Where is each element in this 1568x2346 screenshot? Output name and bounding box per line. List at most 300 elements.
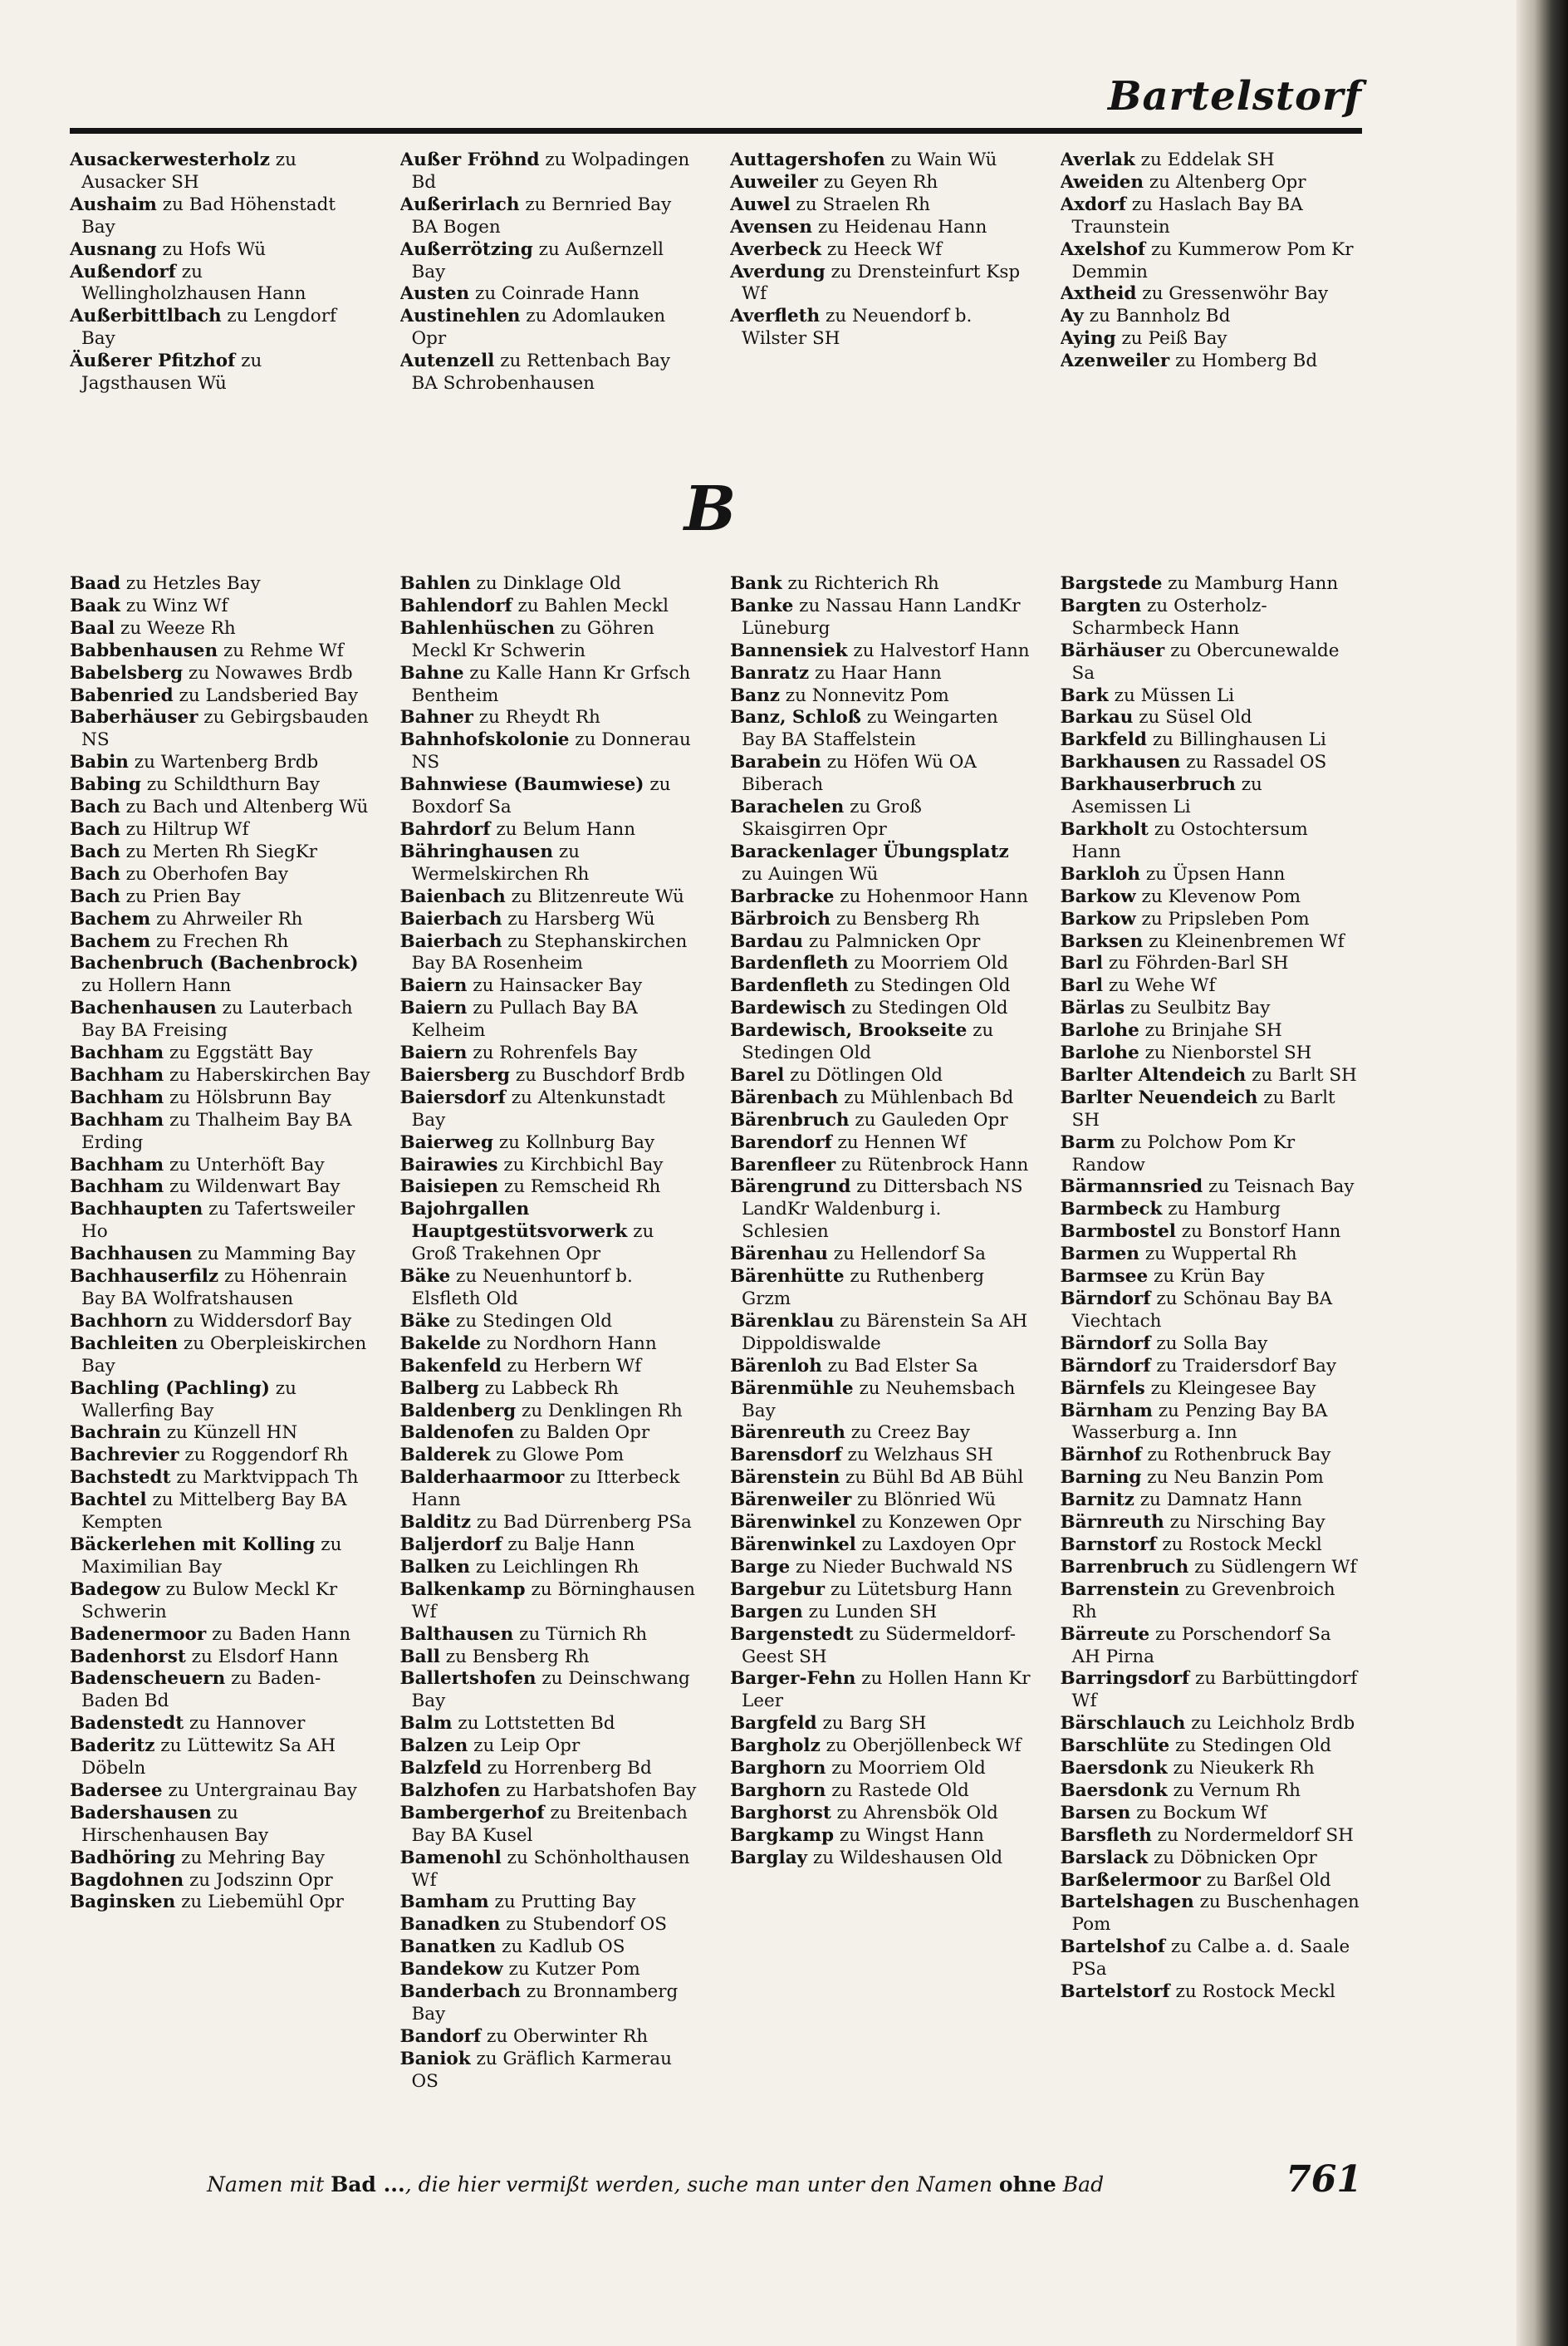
entry-reference: zu Osterholz-Scharmbeck Hann [1071, 595, 1267, 639]
entry-keyword: Bachem [70, 908, 151, 930]
entry-keyword: Bärenloh [730, 1355, 822, 1377]
entry-keyword: Badenermoor [70, 1623, 207, 1645]
entry-reference: zu Hollern Hann [81, 975, 232, 997]
entry-reference: zu Damnatz Hann [1139, 1490, 1302, 1511]
entry-reference: zu Eggstätt Bay [169, 1043, 313, 1064]
entry-reference: zu Börninghausen Wf [411, 1578, 695, 1622]
entry-keyword: Bachham [70, 1176, 164, 1198]
list-item [70, 239, 372, 262]
entry-reference: zu Teisnach Bay [1208, 1176, 1355, 1198]
entry-reference: zu Unterhöft Bay [169, 1154, 325, 1175]
entry-reference: zu Hofs Wü [162, 238, 267, 260]
entry-keyword: Bachham [70, 1043, 164, 1064]
entry-reference: zu Rehme Wf [223, 640, 344, 661]
list-item [400, 150, 703, 194]
entry-reference: zu Mühlenbach Bd [844, 1087, 1014, 1108]
list-item [1061, 685, 1363, 708]
entry-keyword: Baiersdorf [399, 1087, 506, 1108]
entry-reference: zu Nieukerk Rh [1173, 1758, 1315, 1779]
entry-reference: zu Rostock Meckl [1175, 1981, 1335, 2003]
entry-reference: zu Pullach Bay BA Kelheim [411, 998, 638, 1042]
entry-keyword: Bamenohl [399, 1847, 502, 1868]
list-item [1061, 1735, 1363, 1758]
list-item [730, 217, 1032, 239]
entry-keyword: Bärenstein [730, 1467, 840, 1489]
list-item [1061, 1803, 1363, 1825]
list-item [730, 1848, 1032, 1870]
entry-reference: zu Oberpleiskirchen Bay [81, 1333, 367, 1377]
entry-keyword: Barl [1060, 975, 1104, 997]
list-item [400, 1624, 703, 1647]
entry-keyword: Bakelde [399, 1333, 482, 1354]
entry-reference: zu Wallerfing Bay [81, 1377, 296, 1421]
entry-reference: zu Frechen Rh [156, 930, 289, 952]
entry-keyword: Bargkamp [730, 1824, 835, 1846]
entry-keyword: Bärenreuth [730, 1422, 845, 1444]
entry-reference: zu Außernzell Bay [411, 238, 664, 282]
entry-keyword: Barslack [1060, 1847, 1149, 1868]
entry-keyword: Außer Fröhnd [399, 150, 540, 170]
list-item [70, 1534, 372, 1579]
entry-reference: zu Altenkunstadt Bay [411, 1087, 665, 1131]
entry-keyword: Bachham [70, 1109, 164, 1131]
list-item [1061, 998, 1363, 1020]
entry-keyword: Baisiepen [399, 1176, 499, 1198]
entry-keyword: Badenstedt [70, 1713, 184, 1735]
entry-reference: zu Auingen Wü [742, 863, 879, 885]
entry-keyword: Bajohrgallen Hauptgestütsvorwerk [399, 1199, 628, 1243]
entry-reference: zu Altenberg Opr [1149, 171, 1306, 193]
list-item [70, 1087, 372, 1110]
entry-keyword: Bahner [399, 707, 473, 729]
entry-keyword: Barning [1060, 1467, 1142, 1489]
entry-keyword: Azenweiler [1060, 351, 1170, 372]
list-item [70, 1110, 372, 1155]
entry-keyword: Bannensiek [730, 640, 848, 661]
entry-reference: zu Nordhorn Hann [486, 1333, 657, 1354]
entry-reference: zu Buschenhagen Pom [1071, 1892, 1360, 1936]
list-item [70, 640, 372, 663]
entry-reference: zu Straelen Rh [796, 194, 931, 215]
entry-reference: zu Lengdorf Bay [81, 306, 336, 350]
entry-reference: zu Wingst Hann [839, 1824, 984, 1846]
entry-reference: zu Kirchbichl Bay [503, 1154, 664, 1175]
entry-reference: zu Barg SH [822, 1713, 927, 1735]
entry-keyword: Baljerdorf [399, 1534, 502, 1555]
entry-reference: zu Winz Wf [125, 595, 228, 616]
list-item [730, 1244, 1032, 1266]
list-item [400, 2049, 703, 2093]
top-column-4 [1061, 150, 1363, 449]
entry-keyword: Bärenbruch [730, 1109, 850, 1131]
entry-keyword: Bärndorf [1060, 1333, 1151, 1354]
entry-reference: zu Ruthenberg Grzm [742, 1266, 985, 1309]
entry-keyword: Aweiden [1060, 171, 1144, 193]
header-rule [70, 128, 1362, 134]
entry-reference: zu Oberhofen Bay [125, 863, 288, 885]
entry-reference: zu Buschdorf Brdb [515, 1064, 685, 1086]
list-item [1061, 1936, 1363, 1981]
entry-reference: zu Coinrade Hann [475, 283, 639, 305]
entry-keyword: Baiersberg [399, 1064, 510, 1086]
list-item [730, 953, 1032, 975]
list-item [1061, 1512, 1363, 1534]
entry-keyword: Barackenlager Übungsplatz [730, 841, 1009, 862]
list-item [1061, 328, 1363, 351]
list-item [1061, 1333, 1363, 1356]
list-item [70, 1490, 372, 1534]
list-item [1061, 283, 1363, 306]
entry-keyword: Bank [730, 573, 782, 594]
entry-keyword: Baldenofen [399, 1422, 515, 1444]
list-item [400, 573, 703, 596]
entry-reference: zu Widdersdorf Bay [173, 1310, 352, 1332]
entry-reference: zu Oberjöllenbeck Wf [826, 1735, 1022, 1757]
list-item [400, 1758, 703, 1780]
list-item [1061, 1087, 1363, 1132]
entry-reference: zu Elsdorf Hann [191, 1646, 339, 1667]
entry-reference: zu Drensteinfurt Ksp Wf [742, 261, 1021, 305]
entry-keyword: Banratz [730, 662, 810, 684]
entry-keyword: Balderek [399, 1445, 491, 1466]
entry-keyword: Barnstorf [1060, 1534, 1157, 1555]
entry-reference: zu Seulbitz Bay [1129, 998, 1271, 1019]
entry-keyword: Bärnreuth [1060, 1512, 1164, 1534]
entry-keyword: Bärmannsried [1060, 1176, 1203, 1198]
list-item [730, 1803, 1032, 1825]
list-item [1061, 640, 1363, 685]
entry-reference: zu Weeze Rh [120, 617, 236, 639]
entry-reference: zu Nowawes Brdb [189, 662, 353, 684]
list-item [70, 194, 372, 239]
entry-keyword: Bärenweiler [730, 1490, 852, 1511]
entry-keyword: Averfleth [730, 306, 821, 327]
entry-keyword: Baierweg [399, 1131, 493, 1153]
entry-keyword: Barrenstein [1060, 1578, 1180, 1600]
entry-keyword: Bärlas [1060, 998, 1125, 1019]
entry-keyword: Barkhauserbruch [1060, 774, 1236, 796]
list-item [70, 774, 372, 797]
running-head: Bartelstorf [1107, 73, 1362, 120]
entry-keyword: Ballertshofen [399, 1668, 537, 1690]
entry-reference: zu Laxdoyen Opr [861, 1534, 1016, 1555]
entry-reference: zu Mehring Bay [181, 1847, 326, 1868]
book-binding-edge [1517, 0, 1568, 2346]
entry-keyword: Barkow [1060, 908, 1136, 930]
entry-reference: zu Grevenbroich Rh [1071, 1578, 1335, 1622]
entry-keyword: Äußerer Pfitzhof [70, 351, 236, 372]
entry-keyword: Barabein [730, 752, 821, 773]
list-item [1061, 1288, 1363, 1333]
list-item [1061, 1065, 1363, 1087]
entry-reference: zu Müssen Li [1114, 685, 1235, 706]
entry-reference: zu Bulow Meckl Kr Schwerin [81, 1578, 338, 1622]
list-item [730, 998, 1032, 1020]
entry-reference: zu Bad Höhenstadt Bay [81, 194, 336, 238]
list-item [70, 1311, 372, 1333]
list-item [730, 1422, 1032, 1445]
entry-reference: zu Bensberg Rh [835, 908, 980, 930]
entry-reference: zu Südlengern Wf [1194, 1556, 1357, 1578]
entry-reference: zu Herbern Wf [507, 1355, 642, 1377]
entry-reference: zu Penzing Bay BA Wasserburg a. Inn [1071, 1400, 1328, 1444]
entry-reference: zu Thalheim Bay BA Erding [81, 1109, 352, 1153]
entry-keyword: Bärndorf [1060, 1355, 1151, 1377]
entry-keyword: Baad [70, 573, 121, 594]
list-item [70, 351, 372, 395]
entry-reference: zu Harbatshofen Bay [506, 1779, 697, 1801]
entry-reference: zu Hiltrup Wf [125, 818, 249, 840]
list-item [1061, 1221, 1363, 1244]
entry-keyword: Babin [70, 752, 129, 773]
list-item [400, 1803, 703, 1848]
page-number: 761 [1286, 2158, 1362, 2201]
entry-reference: zu Ostochtersum Hann [1071, 818, 1308, 862]
entry-reference: zu Harsberg Wü [507, 908, 655, 930]
entry-reference: zu Weingarten Bay BA Staffelstein [742, 707, 998, 751]
entry-reference: zu Liebemühl Opr [181, 1892, 344, 1913]
list-item [1061, 1266, 1363, 1288]
entry-reference: zu Ahrweiler Rh [156, 908, 303, 930]
entry-reference: zu Krün Bay [1154, 1266, 1265, 1288]
entry-reference: zu Stedingen Old [742, 1020, 994, 1064]
entry-keyword: Bäke [399, 1266, 451, 1288]
entry-reference: zu Stedingen Old [854, 975, 1011, 997]
entry-reference: zu Schönholthausen Wf [411, 1847, 690, 1891]
list-item [730, 640, 1032, 663]
entry-reference: zu Bernried Bay BA Bogen [411, 194, 672, 238]
main-column-1 [70, 573, 372, 2152]
entry-keyword: Bachem [70, 930, 151, 952]
entry-keyword: Bagdohnen [70, 1869, 184, 1891]
entry-keyword: Bach [70, 818, 120, 840]
entry-keyword: Balm [399, 1713, 453, 1735]
entry-keyword: Bachtel [70, 1490, 147, 1511]
entry-keyword: Auweiler [730, 171, 818, 193]
entry-reference: zu Polchow Pom Kr Randow [1071, 1131, 1296, 1175]
entry-reference: zu Nonnevitz Pom [785, 685, 949, 706]
entry-reference: zu Lüttewitz Sa AH Döbeln [81, 1735, 336, 1779]
list-item [70, 1043, 372, 1065]
entry-reference: zu Höfen Wü OA Biberach [742, 752, 977, 796]
list-item [400, 1579, 703, 1624]
entry-keyword: Bärenklau [730, 1310, 835, 1332]
entry-keyword: Barensdorf [730, 1445, 842, 1466]
entry-keyword: Bahnhofskolonie [399, 729, 570, 751]
entry-keyword: Barkow [1060, 886, 1136, 907]
entry-keyword: Bartelstorf [1060, 1981, 1170, 2003]
entry-keyword: Bachham [70, 1064, 164, 1086]
list-item [1061, 864, 1363, 886]
entry-reference: zu Neuhemsbach Bay [742, 1377, 1016, 1421]
entry-keyword: Baersdonk [1060, 1779, 1168, 1801]
footer-note-ohne: ohne [998, 2172, 1056, 2196]
entry-keyword: Balditz [399, 1512, 472, 1534]
entry-keyword: Balkenkamp [399, 1578, 526, 1600]
entry-keyword: Axelshof [1060, 238, 1146, 260]
entry-keyword: Banz, Schloß [730, 707, 862, 729]
entry-reference: zu Gauleden Opr [855, 1109, 1008, 1131]
list-item [400, 1333, 703, 1356]
entry-reference: zu Vernum Rh [1173, 1779, 1301, 1801]
entry-keyword: Barkau [1060, 707, 1134, 729]
entry-keyword: Bachstedt [70, 1467, 171, 1489]
entry-keyword: Bakenfeld [399, 1355, 502, 1377]
entry-reference: zu Nordermeldorf SH [1157, 1824, 1354, 1846]
list-item [400, 1647, 703, 1669]
entry-keyword: Bargten [1060, 595, 1142, 616]
list-item [1061, 931, 1363, 954]
entry-reference: zu Rütenbrock Hann [840, 1154, 1029, 1175]
list-item [400, 1848, 703, 1892]
entry-keyword: Barrenbruch [1060, 1556, 1189, 1578]
entry-keyword: Bärengrund [730, 1176, 851, 1198]
entry-keyword: Bargen [730, 1601, 803, 1622]
list-item [70, 150, 372, 194]
section-b-entries [70, 573, 1362, 2152]
entry-keyword: Barmen [1060, 1244, 1139, 1265]
list-item [70, 618, 372, 640]
list-item [70, 1378, 372, 1423]
list-item [730, 1356, 1032, 1378]
entry-keyword: Barkfeld [1060, 729, 1147, 751]
entry-reference: zu Hirschenhausen Bay [81, 1802, 269, 1846]
entry-reference: zu Hennen Wf [837, 1131, 967, 1153]
list-item [1061, 1244, 1363, 1266]
entry-keyword: Bachhausen [70, 1244, 193, 1265]
list-item [400, 1401, 703, 1423]
entry-reference: zu Baden-Baden Bd [81, 1668, 321, 1712]
entry-reference: zu Stedingen Old [851, 998, 1008, 1019]
list-item [70, 819, 372, 842]
list-item [400, 1199, 703, 1266]
entry-keyword: Bärenmühle [730, 1377, 854, 1399]
entry-reference: zu Hohenmoor Hann [840, 886, 1029, 907]
entry-reference: zu Rassadel OS [1186, 752, 1327, 773]
entry-reference: zu Kleingesee Bay [1150, 1377, 1316, 1399]
entry-reference: zu Adomlauken Opr [411, 306, 666, 350]
list-item [70, 1735, 372, 1780]
entry-reference: zu Nirsching Bay [1169, 1512, 1325, 1534]
entry-keyword: Bahnwiese (Baumwiese) [399, 774, 644, 796]
list-item [400, 351, 703, 395]
entry-keyword: Bachham [70, 1154, 164, 1175]
entry-reference: zu Wain Wü [890, 150, 997, 170]
entry-keyword: Bachhaupten [70, 1199, 203, 1220]
list-item [730, 1467, 1032, 1490]
entry-keyword: Barlter Neuendeich [1060, 1087, 1258, 1108]
list-item [1061, 150, 1363, 172]
list-item [730, 1311, 1032, 1356]
entry-reference: zu Balden Opr [519, 1422, 650, 1444]
entry-reference: zu Schönau Bay BA Viechtach [1071, 1288, 1333, 1332]
entry-keyword: Bairawies [399, 1154, 498, 1175]
entry-keyword: Bahrdorf [399, 818, 491, 840]
entry-keyword: Bardewisch, Brookseite [730, 1020, 968, 1042]
entry-keyword: Bahlen [399, 573, 471, 594]
entry-reference: zu Mittelberg Bay BA Kempten [81, 1490, 347, 1534]
entry-reference: zu Bärenstein Sa AH Dippoldiswalde [742, 1310, 1028, 1354]
entry-keyword: Bahlenhüschen [399, 617, 556, 639]
list-item [1061, 1490, 1363, 1512]
entry-keyword: Bargfeld [730, 1713, 817, 1735]
entry-reference: zu Kadlub OS [502, 1936, 625, 1958]
entry-reference: zu Donnerau NS [411, 729, 691, 773]
entry-keyword: Barghorn [730, 1779, 826, 1801]
list-item [70, 1647, 372, 1669]
list-item [1061, 1199, 1363, 1221]
list-item [730, 707, 1032, 752]
list-item [400, 663, 703, 708]
list-item [400, 1892, 703, 1914]
entry-keyword: Barmsee [1060, 1266, 1149, 1288]
list-item [730, 1758, 1032, 1780]
entry-keyword: Barel [730, 1064, 785, 1086]
entry-keyword: Balberg [399, 1377, 479, 1399]
list-item [70, 262, 372, 307]
list-item [730, 1155, 1032, 1177]
entry-keyword: Banatken [399, 1936, 497, 1958]
list-item [730, 663, 1032, 685]
list-item [70, 752, 372, 774]
list-item [70, 1176, 372, 1199]
list-item [400, 1512, 703, 1534]
list-item [730, 1445, 1032, 1467]
entry-reference: zu Döbnicken Opr [1153, 1847, 1317, 1868]
list-item [730, 886, 1032, 909]
entry-reference: zu Barlt SH [1071, 1087, 1335, 1131]
entry-reference: zu Welzhaus SH [847, 1445, 993, 1466]
list-item [730, 150, 1032, 172]
entry-keyword: Barnitz [1060, 1490, 1134, 1511]
list-item [70, 573, 372, 596]
entry-keyword: Barlter Altendeich [1060, 1064, 1247, 1086]
list-item [70, 886, 372, 909]
entry-reference: zu Höhenrain Bay BA Wolfratshausen [81, 1266, 347, 1309]
entry-reference: zu Schildthurn Bay [146, 774, 321, 796]
list-item [400, 1735, 703, 1758]
entry-keyword: Baderitz [70, 1735, 155, 1757]
entry-reference: zu Eddelak SH [1140, 150, 1275, 170]
entry-keyword: Bargebur [730, 1578, 826, 1600]
entry-keyword: Barschlüte [1060, 1735, 1170, 1757]
entry-reference: zu Stedingen Old [1175, 1735, 1332, 1757]
list-item [730, 239, 1032, 262]
list-item [400, 1378, 703, 1401]
list-item [70, 306, 372, 351]
entry-reference: zu Groß Trakehnen Opr [411, 1221, 654, 1265]
entry-reference: zu Merten Rh SiegKr [125, 841, 318, 862]
list-item [1061, 752, 1363, 774]
entry-reference: zu Remscheid Rh [503, 1176, 661, 1198]
entry-reference: zu Deinschwang Bay [411, 1668, 690, 1712]
entry-keyword: Bachhauserfilz [70, 1266, 219, 1288]
entry-reference: zu Rettenbach Bay BA Schrobenhausen [411, 351, 670, 395]
entry-keyword: Bärenbach [730, 1087, 839, 1108]
list-item [70, 1244, 372, 1266]
entry-keyword: Außerbittlbach [70, 306, 222, 327]
list-item [70, 1065, 372, 1087]
entry-keyword: Austinehlen [399, 306, 521, 327]
entry-keyword: Baiern [399, 998, 468, 1019]
list-item [1061, 351, 1363, 373]
entry-keyword: Axdorf [1060, 194, 1126, 215]
list-item [1061, 909, 1363, 931]
list-item [400, 975, 703, 998]
list-item [1061, 1668, 1363, 1713]
entry-keyword: Bach [70, 797, 120, 818]
entry-keyword: Barger-Fehn [730, 1668, 856, 1690]
